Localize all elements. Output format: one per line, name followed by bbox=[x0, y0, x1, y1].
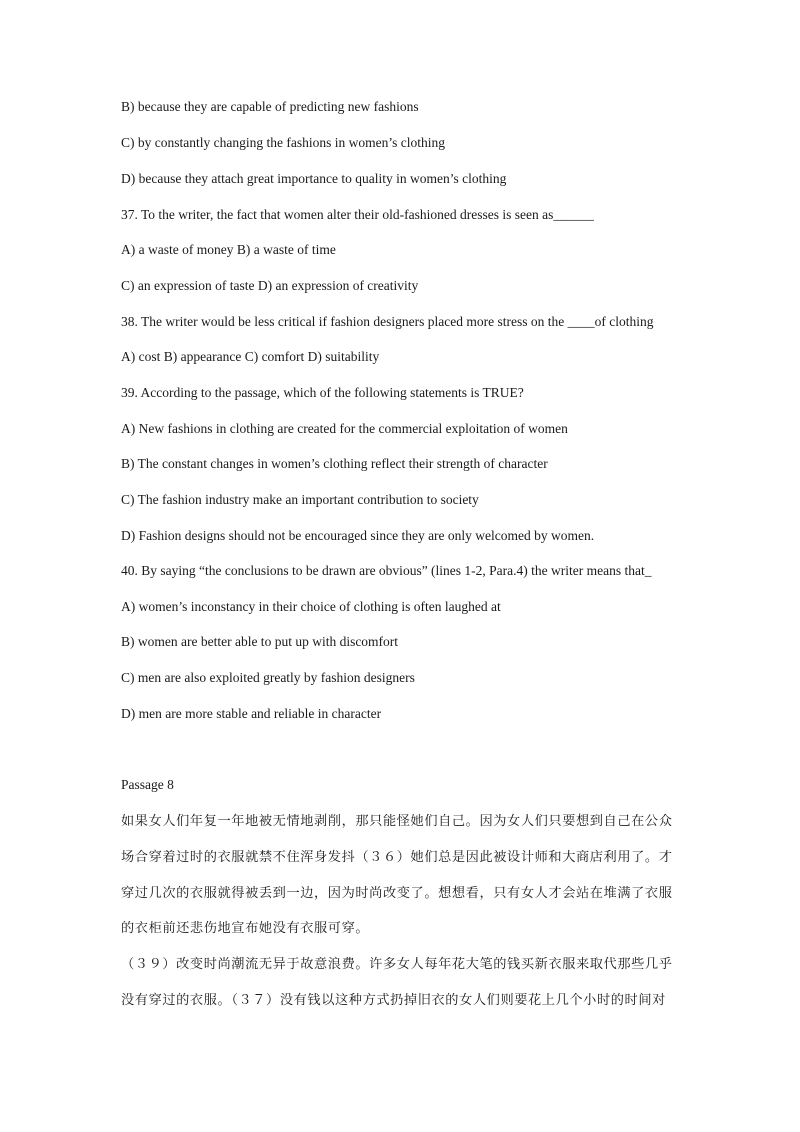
question-39: 39. According to the passage, which of the following statements is TRUE? bbox=[121, 385, 524, 400]
q37-options-ab: A) a waste of money B) a waste of time bbox=[121, 242, 336, 257]
q36-option-c: C) by constantly changing the fashions in women’s clothing bbox=[121, 135, 445, 150]
q39-option-a: A) New fashions in clothing are created for the commercial exploitation of women bbox=[121, 421, 568, 436]
passage-line-5: （３９）改变时尚潮流无异于故意浪费。许多女人每年花大笔的钱买新衣服来取代那些几乎 bbox=[121, 957, 673, 972]
question-40: 40. By saying “the conclusions to be drawn are obvious” (lines 1-2, Para.4) the writer means that_ bbox=[121, 563, 652, 578]
passage-line-3: 穿过几次的衣服就得被丢到一边，因为时尚改变了。想想看，只有女人才会站在堆满了衣服 bbox=[121, 886, 673, 901]
passage-heading: Passage 8 bbox=[121, 777, 174, 792]
q39-option-c: C) The fashion industry make an important contribution to society bbox=[121, 492, 479, 507]
passage-line-4: 的衣柜前还悲伤地宣布她没有衣服可穿。 bbox=[121, 921, 370, 936]
q36-option-d: D) because they attach great importance to quality in women’s clothing bbox=[121, 171, 507, 186]
q36-option-b: B) because they are capable of predicting new fashions bbox=[121, 99, 419, 114]
passage-line-1: 如果女人们年复一年地被无情地剥削，那只能怪她们自己。因为女人们只要想到自己在公众 bbox=[121, 814, 673, 829]
question-37: 37. To the writer, the fact that women alter their old-fashioned dresses is seen as______ bbox=[121, 207, 594, 222]
q39-option-d: D) Fashion designs should not be encouraged since they are only welcomed by women. bbox=[121, 528, 595, 543]
q40-option-d: D) men are more stable and reliable in character bbox=[121, 706, 382, 721]
q40-option-b: B) women are better able to put up with discomfort bbox=[121, 634, 399, 649]
q39-option-b: B) The constant changes in women’s clothing reflect their strength of character bbox=[121, 456, 548, 471]
passage-line-6: 没有穿过的衣服。（３７）没有钱以这种方式扔掉旧衣的女人们则要花上几个小时的时间对 bbox=[121, 993, 666, 1008]
passage-line-2: 场合穿着过时的衣服就禁不住浑身发抖（３６）她们总是因此被设计师和大商店利用了。才 bbox=[121, 850, 673, 865]
q38-options: A) cost B) appearance C) comfort D) suitability bbox=[121, 349, 380, 364]
q40-option-c: C) men are also exploited greatly by fashion designers bbox=[121, 670, 415, 685]
q37-options-cd: C) an expression of taste D) an expression of creativity bbox=[121, 278, 419, 293]
question-38: 38. The writer would be less critical if fashion designers placed more stress on the ____of clothing bbox=[121, 314, 654, 329]
q40-option-a: A) women’s inconstancy in their choice of clothing is often laughed at bbox=[121, 599, 501, 614]
